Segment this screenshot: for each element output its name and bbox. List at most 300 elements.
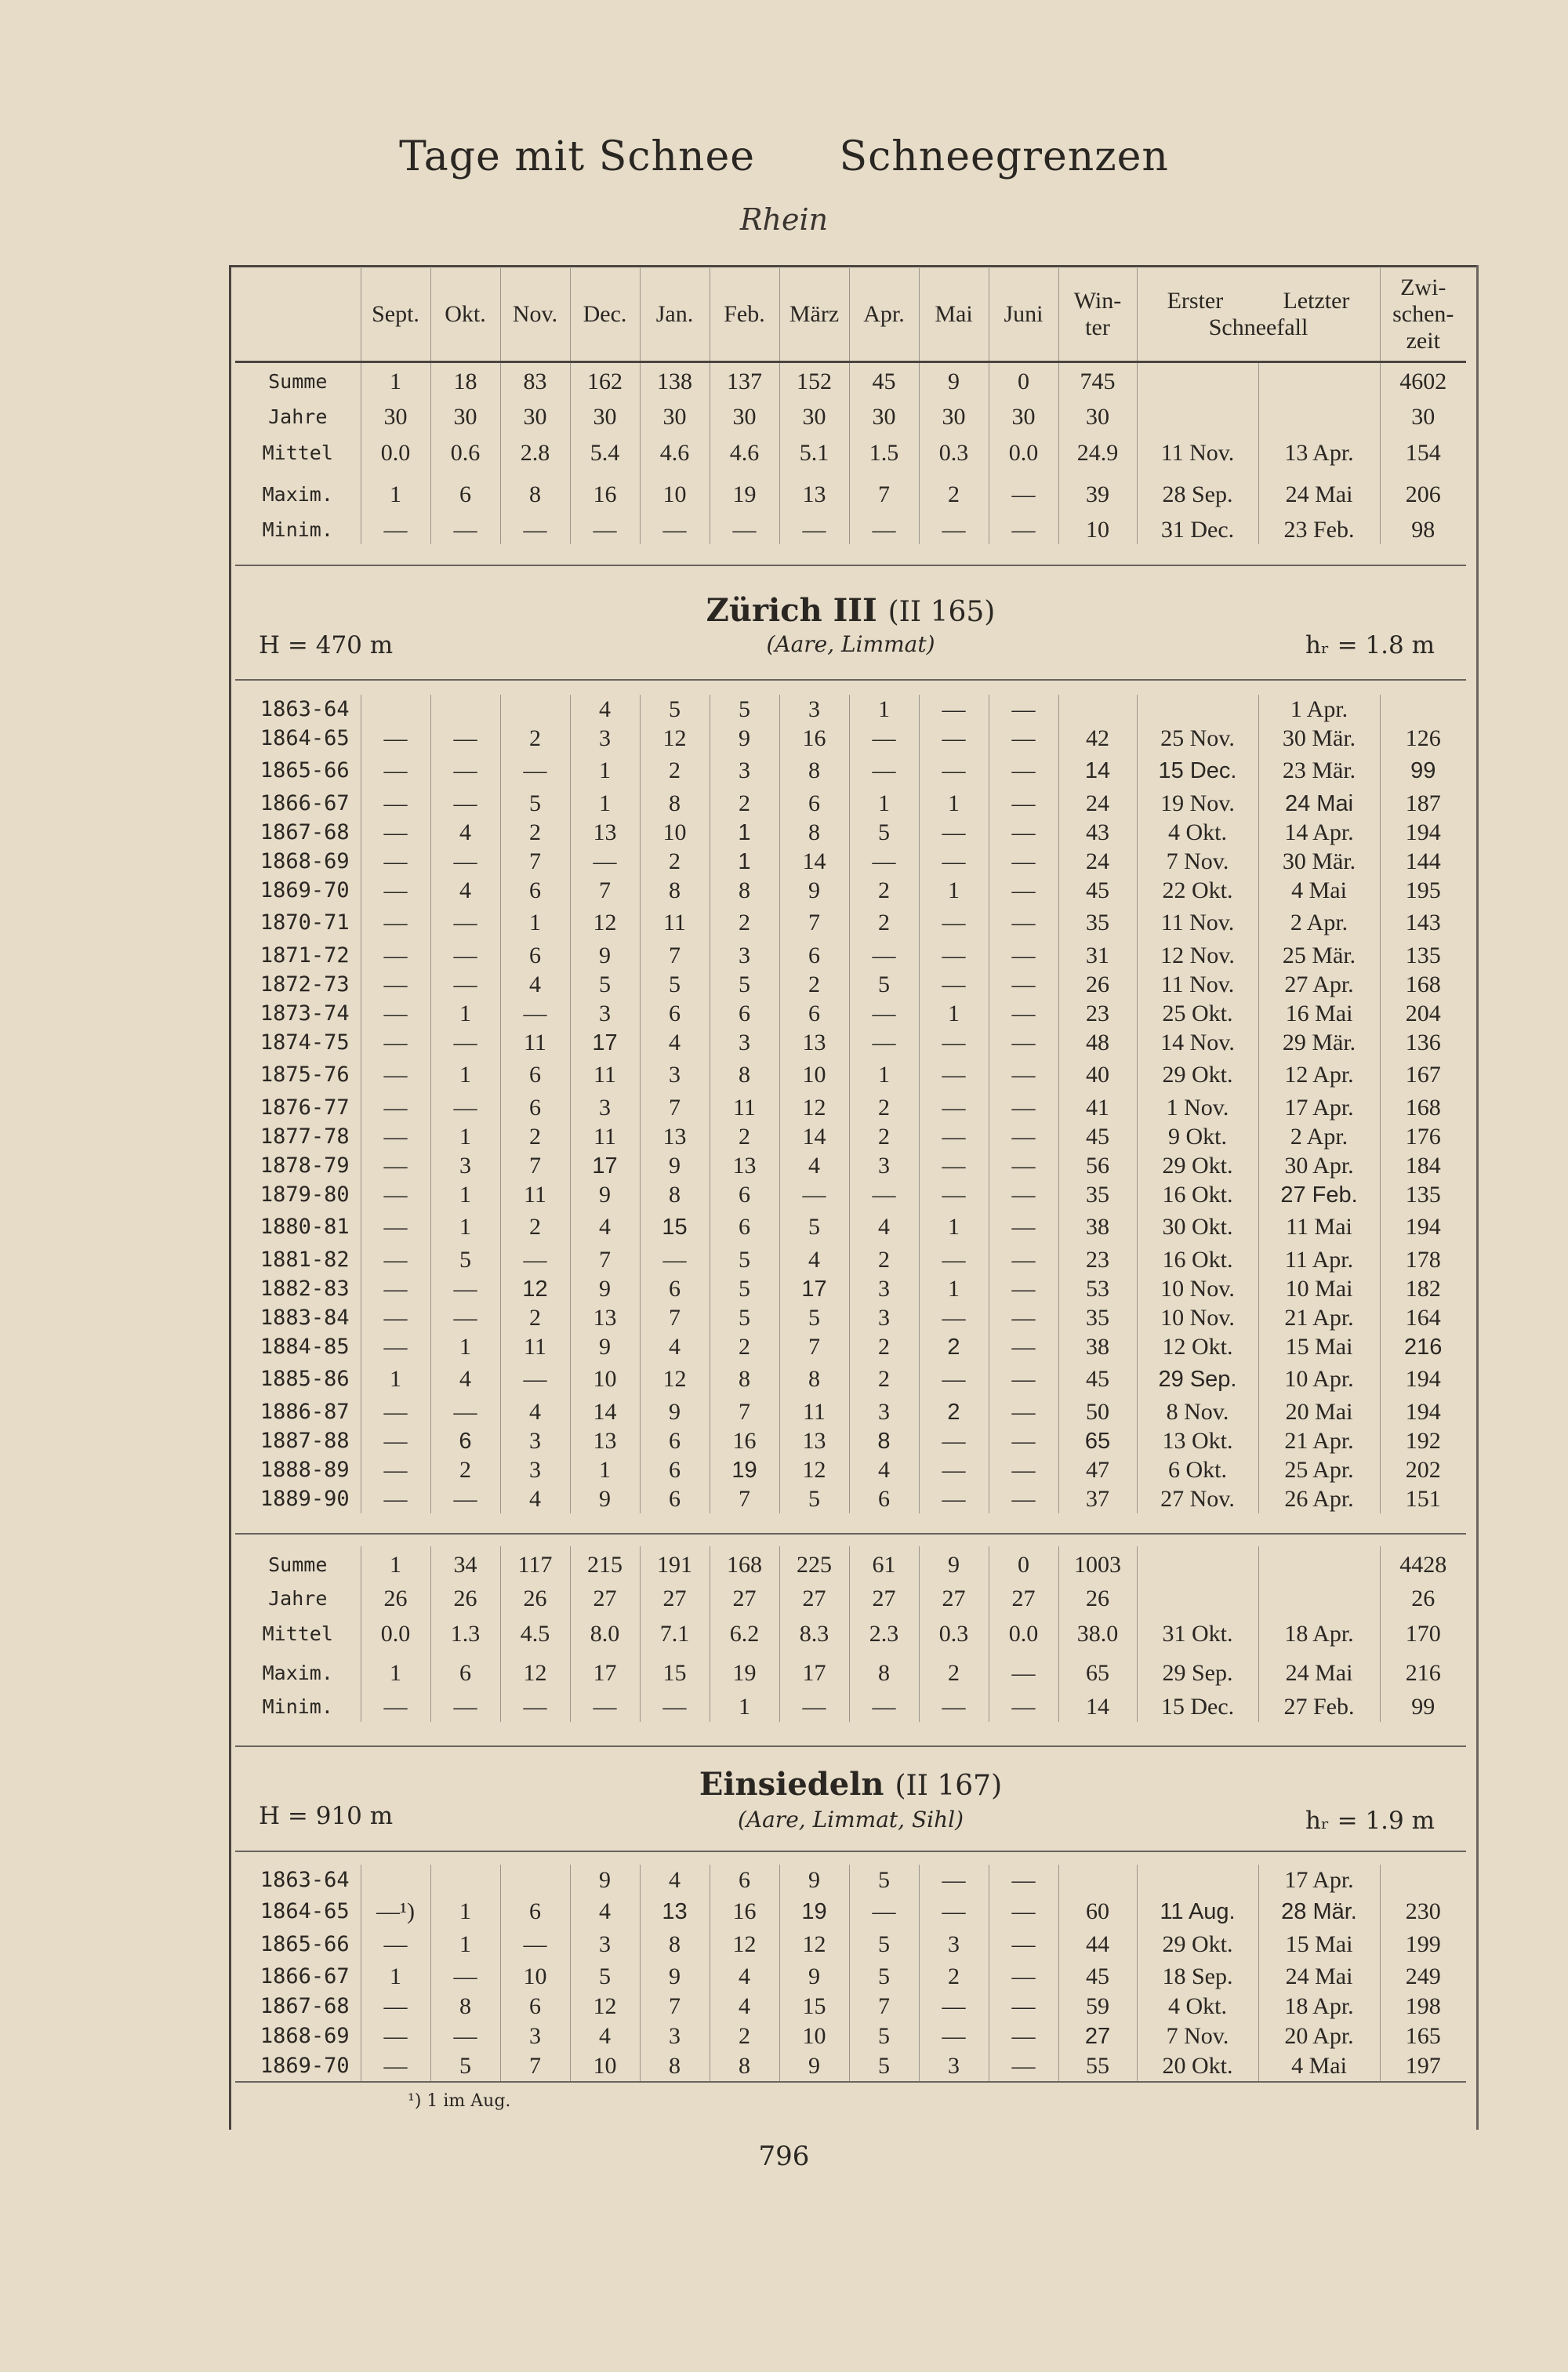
table-cell: 2.3 — [849, 1614, 919, 1655]
table-cell: 2 — [500, 1122, 570, 1151]
table-cell: 2 — [640, 847, 710, 876]
row-label: 1881-82 — [260, 1247, 350, 1272]
table-cell: 14 — [1058, 1692, 1137, 1722]
table-cell: 745 — [1058, 362, 1137, 401]
table-cell: — — [361, 724, 430, 753]
table-cell: 182 — [1380, 1274, 1466, 1303]
table-cell: 17 — [570, 1655, 640, 1692]
table-cell: — — [500, 999, 570, 1028]
table-cell: 25 Mär. — [1258, 941, 1380, 970]
table-row — [235, 1484, 1466, 1513]
table-cell: 28 Mär. — [1258, 1896, 1380, 1927]
zurich-top-rule — [235, 679, 1466, 681]
table-cell: 24 Mai — [1258, 1962, 1380, 1992]
table-cell: 30 — [989, 401, 1058, 433]
table-row — [235, 362, 1466, 401]
table-cell: 99 — [1380, 753, 1466, 789]
table-cell: 192 — [1380, 1426, 1466, 1455]
table-cell: 1 — [361, 1361, 430, 1397]
table-cell: 45 — [1058, 1962, 1137, 1992]
table-cell: — — [919, 1122, 989, 1151]
table-cell: 3 — [849, 1151, 919, 1180]
table-cell: 44 — [1058, 1927, 1137, 1962]
table-cell: 20 Apr. — [1258, 2021, 1380, 2051]
table-cell: 4 — [640, 1865, 710, 1896]
table-cell: 1 — [361, 1962, 430, 1992]
table-cell: 6 — [710, 1180, 779, 1209]
table-cell: 19 — [710, 474, 779, 516]
table-cell: 2 — [779, 970, 849, 999]
table-cell: 6 Okt. — [1137, 1455, 1258, 1484]
table-cell: 1 — [570, 789, 640, 818]
table-cell — [361, 1865, 430, 1896]
einsiedeln-hr: hᵣ = 1.9 m — [1305, 1807, 1435, 1835]
table-cell: 6 — [640, 1274, 710, 1303]
table-cell: 27 — [919, 1584, 989, 1614]
table-cell: — — [779, 1692, 849, 1722]
table-cell: 2 — [919, 474, 989, 516]
table-cell: 195 — [1380, 876, 1466, 905]
table-cell: 1 — [919, 876, 989, 905]
table-cell: 15 — [640, 1209, 710, 1245]
table-cell: 194 — [1380, 818, 1466, 847]
table-cell: 165 — [1380, 2021, 1466, 2051]
table-row — [235, 905, 1466, 941]
table-cell: 10 — [779, 2021, 849, 2051]
row-label: 1865-66 — [260, 1932, 350, 1956]
table-cell: — — [361, 1332, 430, 1361]
table-cell: — — [500, 1361, 570, 1397]
table-cell — [1380, 695, 1466, 724]
table-cell: 19 — [710, 1455, 779, 1484]
table-cell: — — [989, 1865, 1058, 1896]
table-cell: — — [919, 970, 989, 999]
table-cell: — — [989, 1962, 1058, 1992]
table-cell: — — [361, 1397, 430, 1426]
table-cell: 18 Sep. — [1137, 1962, 1258, 1992]
table-cell: 0.3 — [919, 1614, 989, 1655]
table-cell — [1137, 1584, 1258, 1614]
table-cell: — — [919, 1484, 989, 1513]
table-cell: 194 — [1380, 1361, 1466, 1397]
einsiedeln-top-rule — [235, 1851, 1466, 1852]
table-row — [235, 1927, 1466, 1962]
table-cell: 10 Nov. — [1137, 1303, 1258, 1332]
table-cell: — — [989, 724, 1058, 753]
table-cell: 4 — [500, 1484, 570, 1513]
table-cell: 10 — [570, 1361, 640, 1397]
table-row — [235, 1546, 1466, 1584]
table-cell: 27 — [779, 1584, 849, 1614]
table-cell: 3 — [919, 2051, 989, 2081]
table-cell: 9 Okt. — [1137, 1122, 1258, 1151]
table-cell: — — [430, 2021, 500, 2051]
table-cell: 4 — [570, 695, 640, 724]
table-cell: — — [430, 905, 500, 941]
table-cell: — — [919, 695, 989, 724]
table-cell: — — [989, 474, 1058, 516]
table-cell: 11 Nov. — [1137, 905, 1258, 941]
table-cell: 30 — [640, 401, 710, 433]
table-cell — [1058, 1865, 1137, 1896]
table-row — [235, 1692, 1466, 1722]
table-cell: — — [570, 516, 640, 544]
zurich-title — [235, 592, 1466, 629]
table-cell: 1 — [710, 1692, 779, 1722]
table-cell: — — [361, 999, 430, 1028]
table-cell: 1 — [849, 789, 919, 818]
table-cell: 19 — [779, 1896, 849, 1927]
table-cell: 12 — [640, 724, 710, 753]
row-label: Summe — [268, 370, 328, 394]
table-cell: 30 — [361, 401, 430, 433]
table-cell: 215 — [570, 1546, 640, 1584]
table-cell: 24 — [1058, 789, 1137, 818]
table-cell: 3 — [500, 1426, 570, 1455]
table-row — [235, 1397, 1466, 1426]
table-cell: 60 — [1058, 1896, 1137, 1927]
page-subtitle: Rhein — [739, 202, 829, 237]
table-cell: 12 Apr. — [1258, 1057, 1380, 1093]
table-cell: 5 — [570, 970, 640, 999]
row-label: 1865-66 — [260, 758, 350, 783]
table-cell: 1 — [570, 753, 640, 789]
table-cell: 2 — [849, 876, 919, 905]
title-snow-days: Tage mit Schnee — [399, 133, 755, 180]
table-cell: 13 — [570, 1426, 640, 1455]
table-cell: 10 — [1058, 516, 1137, 544]
table-cell: 29 Mär. — [1258, 1028, 1380, 1057]
table-cell: 65 — [1058, 1426, 1137, 1455]
table-cell: — — [640, 1245, 710, 1274]
table-cell: — — [361, 905, 430, 941]
table-cell: 8.0 — [570, 1614, 640, 1655]
col-sept: Sept. — [361, 268, 430, 362]
table-cell: 39 — [1058, 474, 1137, 516]
row-label: 1878-79 — [260, 1153, 350, 1178]
table-cell: 2 — [849, 1245, 919, 1274]
table-cell: 42 — [1058, 724, 1137, 753]
table-cell: 24 Mai — [1258, 789, 1380, 818]
row-label: Maxim. — [262, 1662, 333, 1684]
einsiedeln-table — [235, 1865, 1466, 2081]
table-row — [235, 789, 1466, 818]
table-cell: — — [919, 1865, 989, 1896]
table-cell: 24 — [1058, 847, 1137, 876]
table-cell: 3 — [640, 2021, 710, 2051]
zurich-height: H = 470 m — [259, 631, 394, 659]
table-cell: 6 — [500, 1992, 570, 2021]
table-cell: 26 — [1058, 970, 1137, 999]
table-cell: — — [640, 1692, 710, 1722]
table-cell: 10 Mai — [1258, 1274, 1380, 1303]
table-cell: 10 — [570, 2051, 640, 2081]
table-cell: 34 — [430, 1546, 500, 1584]
table-cell: 2 — [710, 789, 779, 818]
page-number: 796 — [758, 2141, 810, 2172]
table-cell: 9 — [640, 1397, 710, 1426]
table-cell: — — [989, 2021, 1058, 2051]
table-cell: 2 — [849, 905, 919, 941]
table-cell: 4 — [430, 876, 500, 905]
table-cell: 3 — [919, 1927, 989, 1962]
table-cell: — — [570, 1692, 640, 1722]
row-label: Mittel — [262, 1622, 333, 1645]
table-cell: 27 Feb. — [1258, 1692, 1380, 1722]
table-cell: 11 Nov. — [1137, 433, 1258, 474]
table-cell — [1058, 695, 1137, 724]
table-cell: — — [361, 1992, 430, 2021]
table-cell: 15 — [779, 1992, 849, 2021]
table-cell: 7 Nov. — [1137, 2021, 1258, 2051]
table-cell: 6 — [500, 1896, 570, 1927]
table-cell: 13 Okt. — [1137, 1426, 1258, 1455]
table-cell: 30 — [779, 401, 849, 433]
table-cell: 15 Mai — [1258, 1927, 1380, 1962]
table-cell: 5 — [849, 970, 919, 999]
table-cell: 4 — [779, 1151, 849, 1180]
table-cell: — — [500, 516, 570, 544]
table-cell: — — [989, 970, 1058, 999]
table-cell: — — [640, 516, 710, 544]
table-cell: 4 — [640, 1028, 710, 1057]
table-cell: 6 — [430, 1655, 500, 1692]
row-label: 1864-65 — [260, 1899, 350, 1923]
table-cell: — — [919, 1303, 989, 1332]
table-cell: — — [989, 1151, 1058, 1180]
table-cell: 1 — [919, 1274, 989, 1303]
table-cell: 7 — [500, 2051, 570, 2081]
col-maerz: März — [779, 268, 849, 362]
table-cell: 194 — [1380, 1209, 1466, 1245]
table-cell: — — [361, 1303, 430, 1332]
table-cell: 53 — [1058, 1274, 1137, 1303]
table-cell — [361, 695, 430, 724]
table-cell: — — [849, 847, 919, 876]
table-cell: 30 Okt. — [1137, 1209, 1258, 1245]
row-label: Jahre — [268, 1587, 328, 1610]
table-cell: — — [430, 724, 500, 753]
table-cell: 126 — [1380, 724, 1466, 753]
table-cell: 13 — [570, 1303, 640, 1332]
table-cell: 1 — [919, 1209, 989, 1245]
table-cell: 30 — [1058, 401, 1137, 433]
table-cell: 8 — [710, 876, 779, 905]
row-label: 1879-80 — [260, 1182, 350, 1207]
table-cell: 4 Mai — [1258, 2051, 1380, 2081]
table-cell: 1 Nov. — [1137, 1093, 1258, 1122]
table-cell: 31 Dec. — [1137, 516, 1258, 544]
row-label: Summe — [268, 1553, 328, 1576]
table-cell: 7 Nov. — [1137, 847, 1258, 876]
table-cell: 40 — [1058, 1057, 1137, 1093]
table-row — [235, 1865, 1466, 1896]
row-label: 1869-70 — [260, 877, 350, 903]
table-cell: 117 — [500, 1546, 570, 1584]
table-cell: — — [989, 1122, 1058, 1151]
table-cell: 5 — [640, 970, 710, 999]
table-cell: 21 Apr. — [1258, 1426, 1380, 1455]
table-cell: 18 Apr. — [1258, 1992, 1380, 2021]
table-cell: — — [361, 970, 430, 999]
table-cell: 11 — [710, 1093, 779, 1122]
table-row — [235, 1426, 1466, 1455]
table-cell: 7 — [570, 1245, 640, 1274]
table-cell: 12 — [500, 1655, 570, 1692]
table-row — [235, 1655, 1466, 1692]
table-cell: 23 — [1058, 999, 1137, 1028]
table-cell: 17 — [779, 1274, 849, 1303]
table-row — [235, 1122, 1466, 1151]
table-cell — [430, 695, 500, 724]
table-cell: 30 Mär. — [1258, 724, 1380, 753]
table-cell: — — [919, 753, 989, 789]
table-cell: 2 — [500, 1209, 570, 1245]
einsiedeln-rows — [235, 1865, 1466, 2081]
table-cell: 2 — [500, 1303, 570, 1332]
einsiedeln-title — [235, 1766, 1466, 1803]
table-cell: — — [989, 1361, 1058, 1397]
table-cell: 1 — [430, 1896, 500, 1927]
table-cell: 170 — [1380, 1614, 1466, 1655]
table-cell: 7 — [710, 1484, 779, 1513]
row-label: 1874-75 — [260, 1030, 350, 1055]
table-cell: — — [989, 1484, 1058, 1513]
table-cell: 98 — [1380, 516, 1466, 544]
row-label: 1867-68 — [260, 819, 350, 845]
table-cell: — — [849, 1896, 919, 1927]
table-cell: 12 Nov. — [1137, 941, 1258, 970]
table-cell: 38 — [1058, 1209, 1137, 1245]
table-cell: 10 — [779, 1057, 849, 1093]
table-cell: — — [989, 1209, 1058, 1245]
table-cell: 1 Apr. — [1258, 695, 1380, 724]
table-cell: 0.0 — [361, 433, 430, 474]
table-cell: 13 — [640, 1122, 710, 1151]
table-cell: — — [989, 1245, 1058, 1274]
table-cell: 24.9 — [1058, 433, 1137, 474]
table-cell: 5.1 — [779, 433, 849, 474]
table-cell: 30 — [1380, 401, 1466, 433]
table-cell: 6 — [710, 1865, 779, 1896]
table-cell: 4 — [430, 818, 500, 847]
table-cell: — — [919, 847, 989, 876]
table-cell: 7 — [640, 941, 710, 970]
table-cell — [1258, 1546, 1380, 1584]
table-cell: 249 — [1380, 1962, 1466, 1992]
table-cell: 9 — [640, 1151, 710, 1180]
table-cell: 4 Okt. — [1137, 818, 1258, 847]
table-cell: 0.0 — [989, 1614, 1058, 1655]
table-cell: 20 Mai — [1258, 1397, 1380, 1426]
table-cell: 7 — [500, 847, 570, 876]
row-label: 1887-88 — [260, 1428, 350, 1453]
table-cell: 4 — [849, 1455, 919, 1484]
table-cell: — — [849, 1028, 919, 1057]
table-cell: 56 — [1058, 1151, 1137, 1180]
table-cell: 216 — [1380, 1655, 1466, 1692]
table-cell: — — [361, 2051, 430, 2081]
table-cell: 0.6 — [430, 433, 500, 474]
table-cell: — — [989, 1426, 1058, 1455]
table-cell: 6 — [500, 941, 570, 970]
table-cell: 1 — [849, 695, 919, 724]
col-winter-1: Win- — [1073, 288, 1122, 314]
table-cell: — — [989, 1093, 1058, 1122]
table-cell: 16 — [570, 474, 640, 516]
table-cell: 199 — [1380, 1927, 1466, 1962]
table-cell: 6 — [710, 999, 779, 1028]
einsiedeln-rivers: (Aare, Limmat, Sihl) — [737, 1807, 964, 1833]
table-cell — [1137, 362, 1258, 401]
table-row — [235, 876, 1466, 905]
table-cell: — — [361, 1122, 430, 1151]
table-cell: — — [919, 1692, 989, 1722]
table-cell: 6 — [430, 474, 500, 516]
table-cell: 9 — [919, 1546, 989, 1584]
table-cell: 27 — [640, 1584, 710, 1614]
table-cell: 168 — [1380, 970, 1466, 999]
table-cell: 8 — [430, 1992, 500, 2021]
table-row — [235, 1303, 1466, 1332]
table-cell: 13 — [779, 1426, 849, 1455]
header-table — [235, 268, 1466, 544]
table-cell: 135 — [1380, 1180, 1466, 1209]
col-zwischenzeit — [1380, 268, 1466, 362]
table-cell: 1 — [710, 818, 779, 847]
table-cell: 1 — [710, 847, 779, 876]
table-cell: 26 — [430, 1584, 500, 1614]
table-cell: — — [361, 1274, 430, 1303]
table-cell: 41 — [1058, 1093, 1137, 1122]
row-label: 1871-72 — [260, 943, 350, 968]
table-cell: 6 — [779, 999, 849, 1028]
table-cell: — — [361, 847, 430, 876]
table-cell: 4602 — [1380, 362, 1466, 401]
table-cell — [1137, 401, 1258, 433]
table-cell: 6 — [500, 1093, 570, 1122]
table-cell: — — [919, 818, 989, 847]
table-cell: 11 — [500, 1028, 570, 1057]
table-cell: 137 — [710, 362, 779, 401]
table-cell: 9 — [570, 1274, 640, 1303]
table-cell: 11 — [500, 1332, 570, 1361]
table-cell: 2 — [849, 1361, 919, 1397]
table-cell: — — [361, 1093, 430, 1122]
table-cell: 2 — [919, 1655, 989, 1692]
table-cell: 43 — [1058, 818, 1137, 847]
table-cell: 5 — [849, 1962, 919, 1992]
table-cell: — — [430, 1962, 500, 1992]
table-cell: 1 — [430, 1927, 500, 1962]
table-cell: 3 — [500, 1455, 570, 1484]
table-cell: 27 — [989, 1584, 1058, 1614]
table-cell: 4 — [570, 2021, 640, 2051]
table-cell: 1 — [361, 362, 430, 401]
table-cell: 143 — [1380, 905, 1466, 941]
table-cell: 27 Apr. — [1258, 970, 1380, 999]
table-cell: 11 — [500, 1180, 570, 1209]
table-cell: 8 — [710, 1057, 779, 1093]
table-cell: 5 — [640, 695, 710, 724]
table-cell: — — [430, 1093, 500, 1122]
table-cell: — — [849, 724, 919, 753]
table-cell: — — [989, 1655, 1058, 1692]
table-cell: — — [361, 1692, 430, 1722]
table-cell: 152 — [779, 362, 849, 401]
table-cell: 2 — [710, 1122, 779, 1151]
table-cell: — — [989, 1992, 1058, 2021]
